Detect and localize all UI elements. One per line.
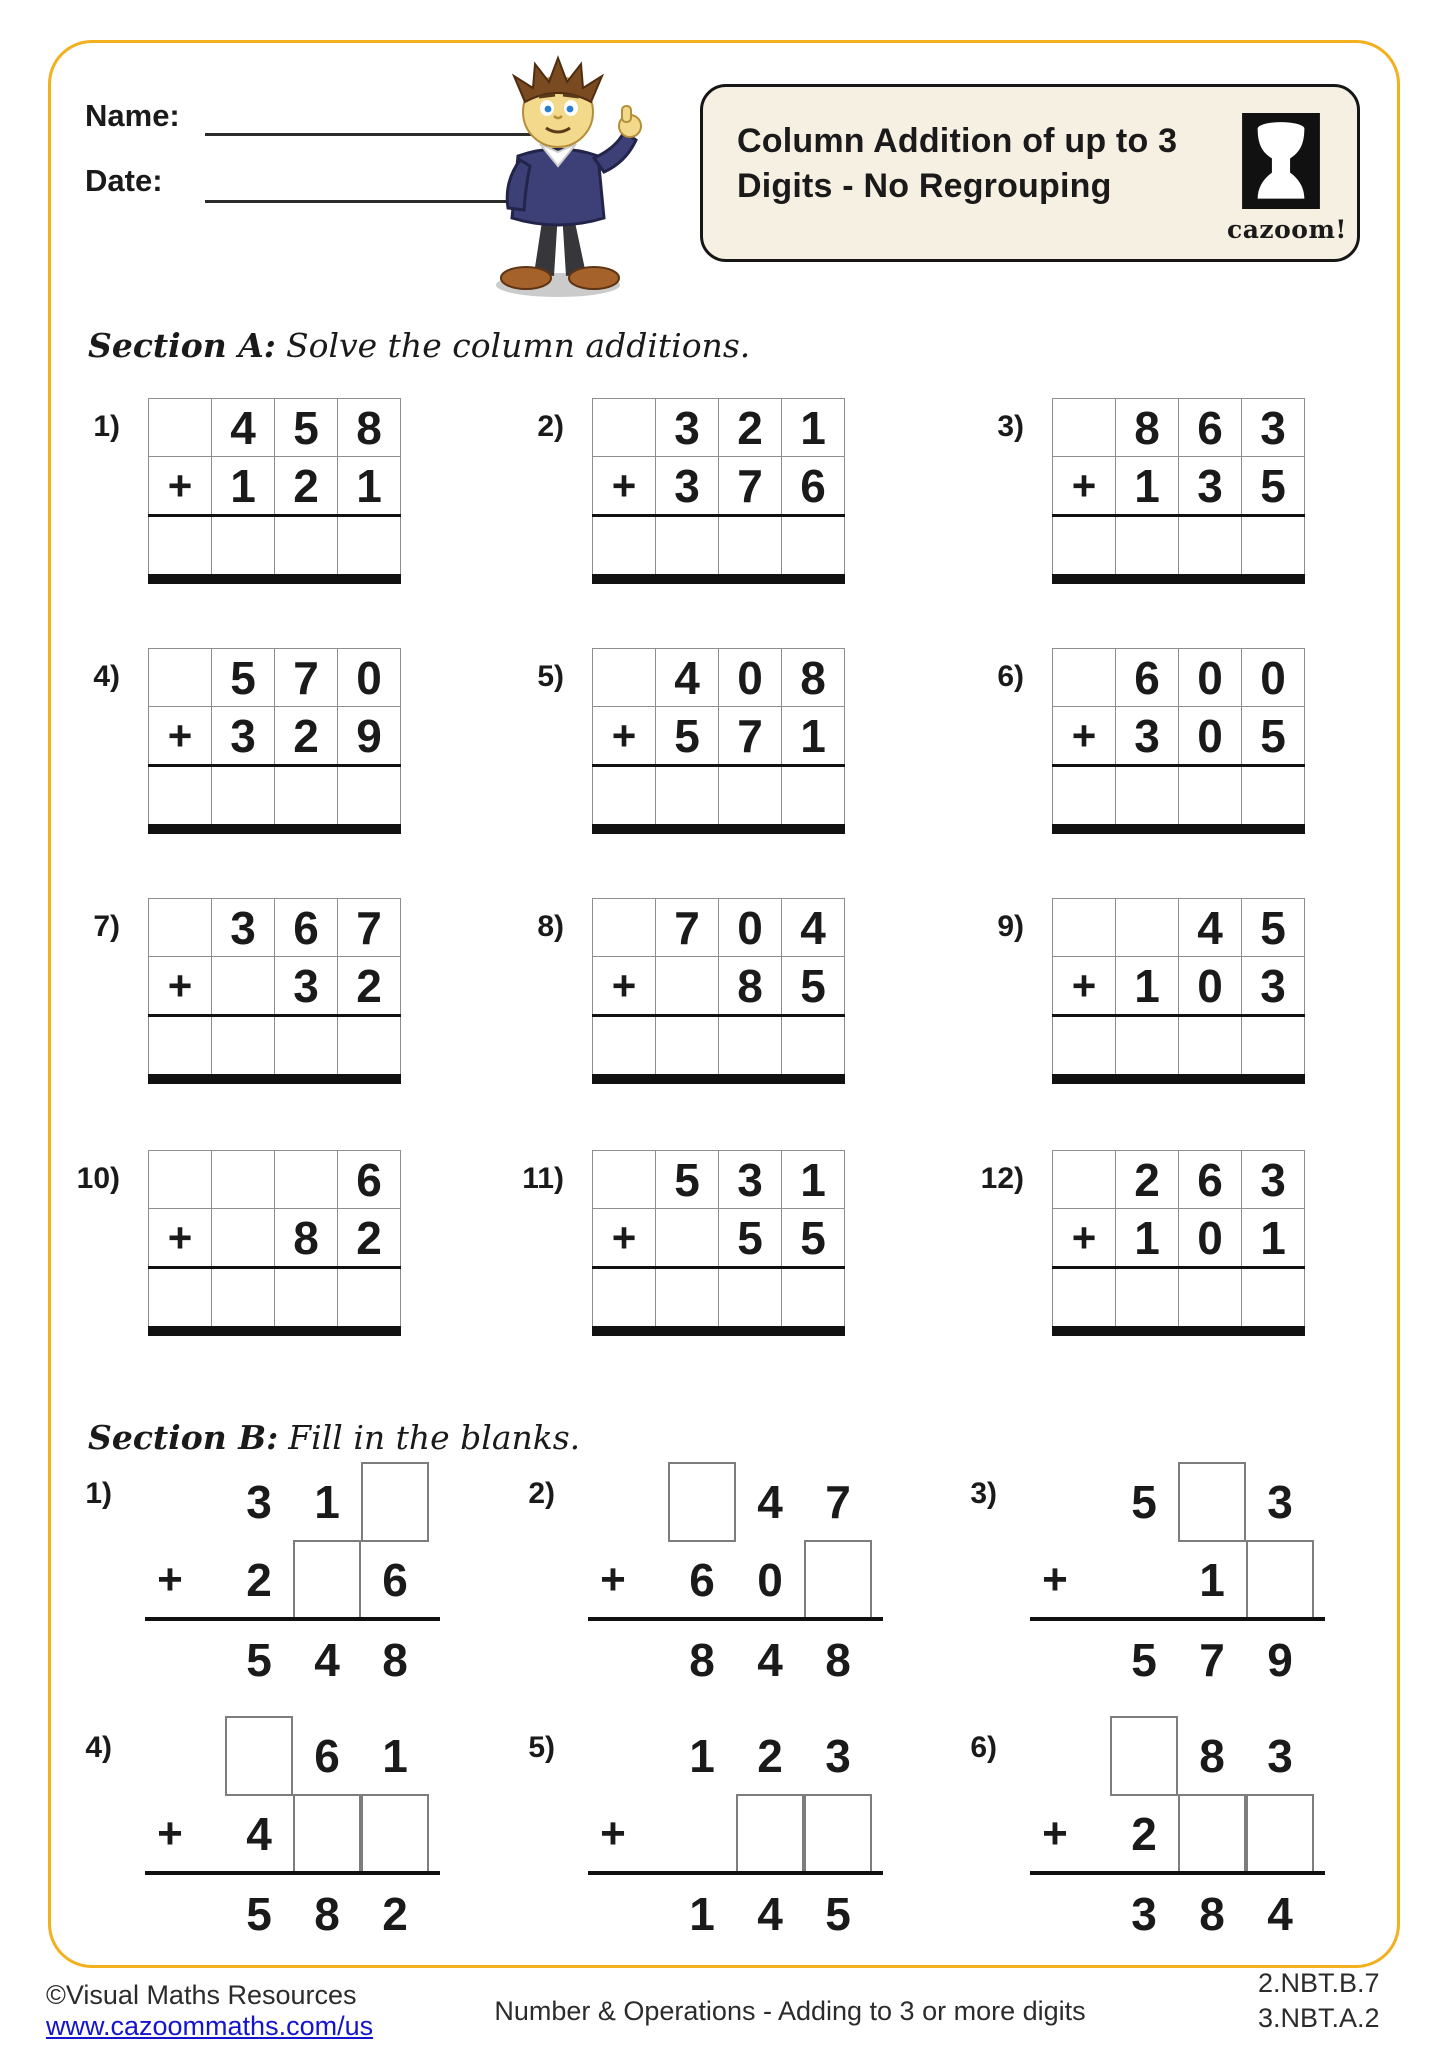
addend-digit: 4: [246, 1808, 272, 1860]
blank-box[interactable]: [804, 1794, 872, 1874]
blank-box[interactable]: [1178, 1462, 1246, 1542]
plus-sign: +: [1053, 957, 1116, 1016]
addend-digit-cell: 5: [1242, 457, 1305, 516]
answer-line: [145, 1871, 440, 1875]
problem-number-label: 7): [93, 910, 120, 943]
addend-digit-cell: 8: [719, 957, 782, 1016]
copyright-text: ©Visual Maths Resources: [46, 1980, 357, 2010]
addend-digit-cell: 6: [338, 1151, 401, 1209]
addend-digit: 3: [825, 1730, 851, 1782]
cartoon-boy-illustration: [408, 40, 708, 300]
answer-cell[interactable]: [1242, 1268, 1305, 1332]
blank-box[interactable]: [804, 1540, 872, 1620]
carry-cell: [593, 899, 656, 957]
column-addition-grid: [1052, 1150, 1305, 1336]
sum-digit: 8: [314, 1888, 340, 1940]
addend-digit-cell: 1: [782, 399, 845, 457]
carry-cell: [593, 1151, 656, 1209]
sum-digit: 5: [246, 1888, 272, 1940]
sum-digit: 3: [1131, 1888, 1157, 1940]
addend-digit: 1: [689, 1730, 715, 1782]
addend-digit-cell: [656, 957, 719, 1016]
plus-sign: +: [1053, 457, 1116, 516]
answer-cell[interactable]: [275, 1016, 338, 1080]
column-addition-grid: [1052, 398, 1305, 584]
problem-number-label: 9): [997, 910, 1024, 943]
carry-cell: [1053, 649, 1116, 707]
carry-cell: [593, 399, 656, 457]
sum-digit: 2: [382, 1888, 408, 1940]
answer-cell[interactable]: [1179, 766, 1242, 830]
answer-cell[interactable]: [149, 1016, 212, 1080]
answer-cell[interactable]: [1116, 766, 1179, 830]
answer-cell[interactable]: [1116, 1268, 1179, 1332]
addend-digit-cell: 6: [782, 457, 845, 516]
addend-digit-cell: [212, 957, 275, 1016]
section-b-title: Section B:: [88, 1418, 279, 1457]
column-addition-grid: [148, 898, 401, 1084]
answer-cell[interactable]: [212, 516, 275, 580]
answer-line: [1030, 1871, 1325, 1875]
addend-digit: 3: [1267, 1476, 1293, 1528]
answer-cell[interactable]: [1242, 1016, 1305, 1080]
answer-cell[interactable]: [782, 1268, 845, 1332]
blank-box[interactable]: [1246, 1794, 1314, 1874]
problem-number-label: 6): [997, 660, 1024, 693]
addend-digit-cell: 3: [1179, 457, 1242, 516]
answer-cell[interactable]: [656, 1268, 719, 1332]
answer-cell[interactable]: [782, 766, 845, 830]
blank-box[interactable]: [293, 1794, 361, 1874]
sum-digit: 4: [757, 1888, 783, 1940]
addend-digit-cell: 5: [782, 1209, 845, 1268]
problem-number-label: 10): [76, 1162, 120, 1195]
addend-digit-cell: 3: [719, 1151, 782, 1209]
answer-cell[interactable]: [149, 516, 212, 580]
answer-cell[interactable]: [593, 516, 656, 580]
problem-number-label: 6): [970, 1731, 997, 1764]
addend-digit-cell: 4: [656, 649, 719, 707]
plus-sign: +: [149, 1209, 212, 1268]
section-a-instruction: Solve the column additions.: [285, 326, 751, 365]
addend-digit-cell: 3: [1116, 707, 1179, 766]
answer-cell[interactable]: [719, 516, 782, 580]
date-label: Date:: [85, 163, 163, 198]
column-addition-grid: [148, 648, 401, 834]
addend-digit-cell: 0: [338, 649, 401, 707]
plus-sign: +: [593, 457, 656, 516]
column-addition-grid: [592, 898, 845, 1084]
name-label: Name:: [85, 98, 180, 133]
addend-digit-cell: 1: [1116, 457, 1179, 516]
answer-cell[interactable]: [782, 1016, 845, 1080]
column-addition-grid: [148, 398, 401, 584]
addend-digit-cell: 7: [656, 899, 719, 957]
answer-cell[interactable]: [1242, 516, 1305, 580]
column-addition-grid: [1052, 898, 1305, 1084]
answer-cell[interactable]: [656, 766, 719, 830]
blank-box[interactable]: [1246, 1540, 1314, 1620]
plus-sign: +: [149, 707, 212, 766]
addend-digit-cell: [1116, 899, 1179, 957]
addend-digit: 1: [382, 1730, 408, 1782]
problem-number-label: 1): [85, 1477, 112, 1510]
sum-digit: 5: [1131, 1634, 1157, 1686]
addend-digit-cell: 0: [1242, 649, 1305, 707]
problem-number-label: 11): [522, 1162, 564, 1195]
addend-digit-cell: 4: [1179, 899, 1242, 957]
blank-box[interactable]: [736, 1794, 804, 1874]
answer-cell[interactable]: [593, 1268, 656, 1332]
addend-digit: 6: [314, 1730, 340, 1782]
addend-digit-cell: 0: [1179, 649, 1242, 707]
carry-cell: [149, 1151, 212, 1209]
section-a-title: Section A:: [88, 326, 276, 365]
plus-sign: +: [157, 1555, 183, 1604]
addend-digit: 0: [757, 1554, 783, 1606]
addend-digit-cell: 3: [212, 899, 275, 957]
answer-cell[interactable]: [1116, 1016, 1179, 1080]
answer-cell[interactable]: [212, 1016, 275, 1080]
worksheet-title: [737, 119, 1177, 209]
addend-digit-cell: 7: [719, 457, 782, 516]
addend-digit-cell: 7: [719, 707, 782, 766]
answer-cell[interactable]: [719, 1268, 782, 1332]
column-addition-grid: [148, 1150, 401, 1336]
addend-digit: 2: [246, 1554, 272, 1606]
addend-digit: 1: [1199, 1554, 1225, 1606]
addend-digit-cell: 2: [275, 457, 338, 516]
title-line2: Digits - No Regrouping: [737, 166, 1112, 205]
addend-digit-cell: 5: [656, 707, 719, 766]
addend-digit-cell: 2: [1116, 1151, 1179, 1209]
addend-digit-cell: 8: [338, 399, 401, 457]
standard-code-1: 2.NBT.B.7: [1258, 1968, 1380, 1998]
problem-number-label: 8): [537, 910, 564, 943]
addend-digit-cell: 1: [1116, 957, 1179, 1016]
answer-cell[interactable]: [338, 1016, 401, 1080]
addend-digit-cell: 1: [212, 457, 275, 516]
sum-digit: 9: [1267, 1634, 1293, 1686]
blank-box[interactable]: [293, 1540, 361, 1620]
addend-digit-cell: 4: [782, 899, 845, 957]
answer-cell[interactable]: [149, 1268, 212, 1332]
answer-cell[interactable]: [1053, 766, 1116, 830]
addend-digit-cell: 9: [338, 707, 401, 766]
addend-digit-cell: 6: [1179, 399, 1242, 457]
problem-number-label: 5): [528, 1731, 555, 1764]
answer-cell[interactable]: [1242, 766, 1305, 830]
sum-digit: 8: [1199, 1888, 1225, 1940]
cazoom-logo: [1227, 113, 1347, 244]
addend-digit: 2: [1131, 1808, 1157, 1860]
addend-digit-cell: 6: [1116, 649, 1179, 707]
answer-line: [588, 1617, 883, 1621]
problem-number-label: 12): [980, 1162, 1024, 1195]
answer-cell[interactable]: [1053, 1016, 1116, 1080]
addend-digit-cell: 5: [275, 399, 338, 457]
worksheet-title-box: [700, 84, 1360, 262]
answer-cell[interactable]: [149, 766, 212, 830]
addend-digit-cell: 5: [656, 1151, 719, 1209]
sum-digit: 1: [689, 1888, 715, 1940]
addend-digit-cell: 1: [1116, 1209, 1179, 1268]
answer-cell[interactable]: [212, 766, 275, 830]
answer-cell[interactable]: [593, 766, 656, 830]
sum-digit: 4: [314, 1634, 340, 1686]
addend-digit-cell: 5: [782, 957, 845, 1016]
addend-digit-cell: 8: [782, 649, 845, 707]
sum-digit: 5: [246, 1634, 272, 1686]
answer-cell[interactable]: [338, 516, 401, 580]
addend-digit-cell: 2: [275, 707, 338, 766]
title-line1: Column Addition of up to 3: [737, 122, 1178, 160]
section-a-heading: [88, 326, 750, 365]
addend-digit-cell: 2: [338, 1209, 401, 1268]
column-addition-grid: [592, 648, 845, 834]
problem-number-label: 3): [997, 410, 1024, 443]
carry-cell: [1053, 399, 1116, 457]
addend-digit: 3: [1267, 1730, 1293, 1782]
addend-digit-cell: 3: [1242, 399, 1305, 457]
sum-digit: 8: [825, 1634, 851, 1686]
plus-sign: +: [1053, 707, 1116, 766]
addend-digit: 8: [1199, 1730, 1225, 1782]
answer-line: [588, 1871, 883, 1875]
addend-digit: 1: [314, 1476, 340, 1528]
answer-cell[interactable]: [338, 1268, 401, 1332]
addend-digit-cell: 0: [719, 649, 782, 707]
addend-digit-cell: [212, 1209, 275, 1268]
addend-digit-cell: 3: [212, 707, 275, 766]
answer-cell[interactable]: [1053, 516, 1116, 580]
addend-digit-cell: 7: [338, 899, 401, 957]
sum-digit: 8: [382, 1634, 408, 1686]
addend-digit-cell: 3: [1242, 1151, 1305, 1209]
addend-digit: 5: [1131, 1476, 1157, 1528]
answer-cell[interactable]: [338, 766, 401, 830]
carry-cell: [149, 899, 212, 957]
answer-cell[interactable]: [212, 1268, 275, 1332]
addend-digit-cell: 6: [275, 899, 338, 957]
answer-line: [1030, 1617, 1325, 1621]
plus-sign: +: [149, 457, 212, 516]
problem-number-label: 4): [93, 660, 120, 693]
standard-code-2: 3.NBT.A.2: [1258, 2003, 1380, 2034]
problem-number-label: 5): [537, 660, 564, 693]
carry-cell: [1053, 899, 1116, 957]
problem-number-label: 2): [528, 1477, 555, 1510]
problem-number-label: 1): [93, 410, 120, 443]
answer-cell[interactable]: [1179, 516, 1242, 580]
cazoom-website-link[interactable]: www.cazoommaths.com/us: [46, 2011, 374, 2041]
problem-number-label: 4): [85, 1731, 112, 1764]
answer-cell[interactable]: [1179, 1016, 1242, 1080]
answer-cell[interactable]: [275, 1268, 338, 1332]
footer-copyright-block: [46, 1980, 373, 2042]
problem-number-label: 3): [970, 1477, 997, 1510]
addend-digit-cell: 3: [656, 399, 719, 457]
addend-digit-cell: 1: [1242, 1209, 1305, 1268]
addend-digit-cell: 0: [1179, 707, 1242, 766]
plus-sign: +: [593, 707, 656, 766]
answer-cell[interactable]: [275, 516, 338, 580]
answer-cell[interactable]: [656, 516, 719, 580]
carry-cell: [149, 649, 212, 707]
plus-sign: +: [1042, 1809, 1068, 1858]
column-addition-grid: [592, 1150, 845, 1336]
addend-digit-cell: 1: [782, 707, 845, 766]
addend-digit: 4: [757, 1476, 783, 1528]
answer-cell[interactable]: [656, 1016, 719, 1080]
addend-digit-cell: 4: [212, 399, 275, 457]
addend-digit-cell: 3: [275, 957, 338, 1016]
section-b-heading: [88, 1418, 580, 1457]
addend-digit: 3: [246, 1476, 272, 1528]
problem-number-label: 2): [537, 410, 564, 443]
addend-digit-cell: 2: [719, 399, 782, 457]
plus-sign: +: [157, 1809, 183, 1858]
plus-sign: +: [1042, 1555, 1068, 1604]
answer-cell[interactable]: [782, 516, 845, 580]
addend-digit-cell: [656, 1209, 719, 1268]
plus-sign: +: [1053, 1209, 1116, 1268]
column-addition-grid: [1052, 648, 1305, 834]
addend-digit-cell: [212, 1151, 275, 1209]
addend-digit: 7: [825, 1476, 851, 1528]
addend-digit-cell: 0: [719, 899, 782, 957]
addend-digit-cell: 5: [1242, 899, 1305, 957]
addend-digit-cell: 0: [1179, 957, 1242, 1016]
addend-digit-cell: [275, 1151, 338, 1209]
blank-box[interactable]: [668, 1462, 736, 1542]
addend-digit: 6: [689, 1554, 715, 1606]
answer-line: [145, 1617, 440, 1621]
addend-digit-cell: 5: [212, 649, 275, 707]
cazoom-logo-text: cazoom!: [1227, 215, 1347, 244]
answer-cell[interactable]: [719, 1016, 782, 1080]
sum-digit: 4: [1267, 1888, 1293, 1940]
footer-topic-text: Number & Operations - Adding to 3 or more digits: [494, 1996, 1086, 2026]
sum-digit: 8: [689, 1634, 715, 1686]
answer-cell[interactable]: [719, 766, 782, 830]
plus-sign: +: [149, 957, 212, 1016]
answer-cell[interactable]: [1179, 1268, 1242, 1332]
blank-box[interactable]: [361, 1794, 429, 1874]
answer-cell[interactable]: [593, 1016, 656, 1080]
plus-sign: +: [600, 1809, 626, 1858]
sum-digit: 7: [1199, 1634, 1225, 1686]
addend-digit-cell: 0: [1179, 1209, 1242, 1268]
answer-cell[interactable]: [275, 766, 338, 830]
carry-cell: [593, 649, 656, 707]
addend-digit: 2: [757, 1730, 783, 1782]
addend-digit-cell: 8: [275, 1209, 338, 1268]
footer-standards: [1258, 1966, 1380, 2036]
addend-digit-cell: 1: [338, 457, 401, 516]
addend-digit-cell: 2: [338, 957, 401, 1016]
addend-digit-cell: 5: [719, 1209, 782, 1268]
addend-digit-cell: 7: [275, 649, 338, 707]
cazoom-drum-icon: [1242, 113, 1320, 209]
sum-digit: 5: [825, 1888, 851, 1940]
addend-digit-cell: 3: [1242, 957, 1305, 1016]
section-b-instruction: Fill in the blanks.: [288, 1418, 581, 1457]
carry-cell: [1053, 1151, 1116, 1209]
addend-digit-cell: 1: [782, 1151, 845, 1209]
blank-box[interactable]: [1178, 1794, 1246, 1874]
column-addition-grid: [592, 398, 845, 584]
blank-box[interactable]: [1110, 1716, 1178, 1796]
sum-digit: 4: [757, 1634, 783, 1686]
addend-digit-cell: 5: [1242, 707, 1305, 766]
plus-sign: +: [600, 1555, 626, 1604]
carry-cell: [149, 399, 212, 457]
answer-cell[interactable]: [1053, 1268, 1116, 1332]
addend-digit-cell: 8: [1116, 399, 1179, 457]
plus-sign: +: [593, 1209, 656, 1268]
addend-digit-cell: 3: [656, 457, 719, 516]
addend-digit: 6: [382, 1554, 408, 1606]
addend-digit-cell: 6: [1179, 1151, 1242, 1209]
answer-cell[interactable]: [1116, 516, 1179, 580]
plus-sign: +: [593, 957, 656, 1016]
blank-box[interactable]: [225, 1716, 293, 1796]
